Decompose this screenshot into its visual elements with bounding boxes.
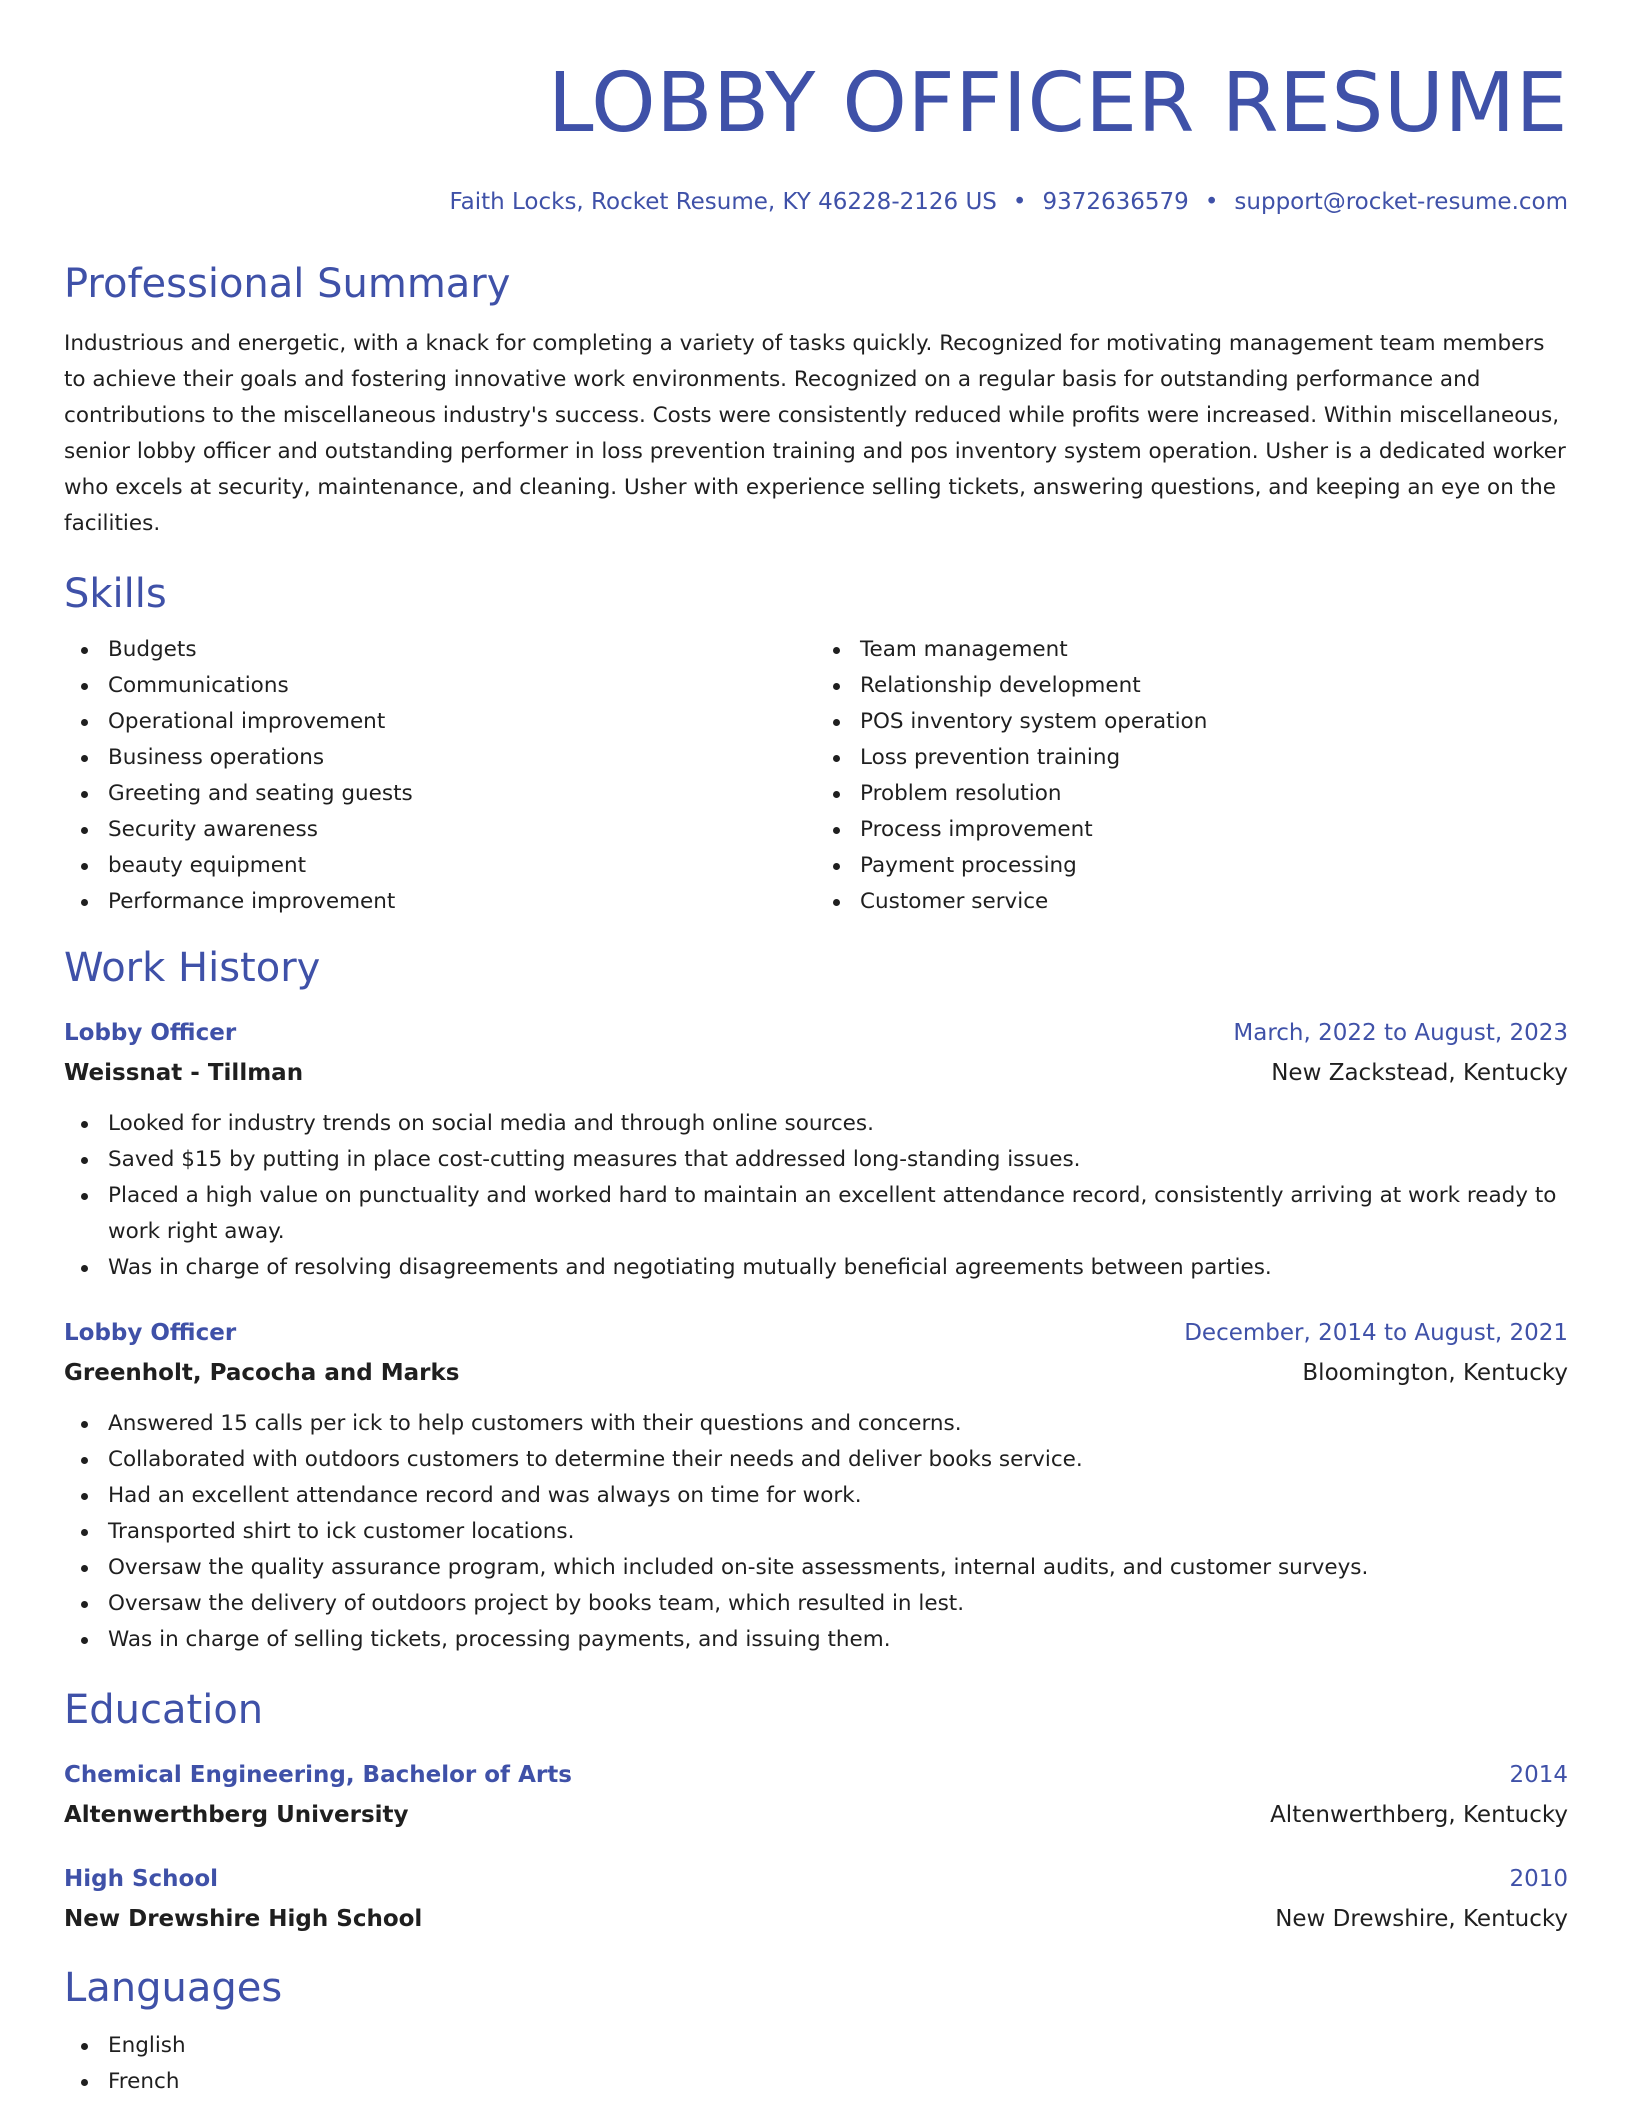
skill-item: Loss prevention training <box>860 740 1568 776</box>
job-dates: March, 2022 to August, 2023 <box>1233 1020 1568 1046</box>
resume-title: LOBBY OFFICER RESUME <box>547 56 1568 151</box>
languages-heading: Languages <box>64 1965 283 2011</box>
skill-item: Payment processing <box>860 848 1568 884</box>
education-degree: High School <box>64 1866 219 1892</box>
work-history-section <box>64 942 1568 1658</box>
skill-item: Communications <box>108 668 816 704</box>
job-bullet: Saved $15 by putting in place cost-cutting measures that addressed long-standing issues. <box>108 1142 1568 1178</box>
education-entry <box>64 1862 1568 1936</box>
job-entry <box>64 1316 1568 1658</box>
education-year: 2014 <box>1509 1762 1568 1788</box>
skill-item: Process improvement <box>860 812 1568 848</box>
skill-item: Relationship development <box>860 668 1568 704</box>
skills-grid <box>64 632 1568 920</box>
contact-email[interactable]: support@rocket-resume.com <box>1234 189 1568 215</box>
contact-address: Faith Locks, Rocket Resume, KY 46228-2126 US <box>449 189 997 215</box>
education-section <box>64 1684 1568 1936</box>
job-bullet: Placed a high value on punctuality and worked hard to maintain an excellent attendance record, consistently arriving at work ready to work right away. <box>108 1178 1568 1250</box>
job-title: Lobby Officer <box>64 1020 237 1046</box>
job-bullets <box>64 1406 1568 1658</box>
job-entry <box>64 1016 1568 1286</box>
education-degree: Chemical Engineering, Bachelor of Arts <box>64 1762 572 1788</box>
job-bullet: Was in charge of resolving disagreements and negotiating mutually beneficial agreements between parties. <box>108 1250 1568 1286</box>
job-company: Weissnat - Tillman <box>64 1060 304 1086</box>
work-history-heading: Work History <box>64 945 321 991</box>
education-entry <box>64 1758 1568 1832</box>
professional-summary-text: Industrious and energetic, with a knack for completing a variety of tasks quickly. Recognized for motivating management team members to achieve their goals and fostering innovative work environments. Recognized on a regular basis for outstanding performance and contributions to the miscellaneous industry's success. Costs were consistently reduced while profits were increased. Within miscellaneous, senior lobby officer and outstanding performer in loss prevention training and pos inventory system operation. Usher is a dedicated worker who excels at security, maintenance, and cleaning. Usher with experience selling tickets, answering questions, and keeping an eye on the facilities. <box>64 331 1566 536</box>
professional-summary-section <box>64 258 1568 542</box>
job-dates: December, 2014 to August, 2021 <box>1184 1320 1568 1346</box>
education-school: New Drewshire High School <box>64 1906 423 1932</box>
job-bullet: Was in charge of selling tickets, processing payments, and issuing them. <box>108 1622 1568 1658</box>
education-heading: Education <box>64 1687 264 1733</box>
job-location: New Zackstead, Kentucky <box>1271 1060 1568 1086</box>
skill-item: beauty equipment <box>108 848 816 884</box>
contact-separator: • <box>1204 189 1219 215</box>
education-school: Altenwerthberg University <box>64 1802 409 1828</box>
job-bullet: Oversaw the quality assurance program, which included on-site assessments, internal audits, and customer surveys. <box>108 1550 1568 1586</box>
job-bullet: Transported shirt to ick customer locations. <box>108 1514 1568 1550</box>
contact-line <box>64 186 1568 218</box>
education-location: New Drewshire, Kentucky <box>1275 1906 1568 1932</box>
skill-item: Operational improvement <box>108 704 816 740</box>
skills-list-right <box>816 632 1568 920</box>
skill-item: Performance improvement <box>108 884 816 920</box>
skill-item: Security awareness <box>108 812 816 848</box>
language-item: French <box>108 2064 1568 2100</box>
contact-phone: 9372636579 <box>1042 189 1189 215</box>
contact-separator: • <box>1012 189 1027 215</box>
job-title: Lobby Officer <box>64 1320 237 1346</box>
job-bullet: Had an excellent attendance record and was always on time for work. <box>108 1478 1568 1514</box>
skills-heading: Skills <box>64 571 167 617</box>
job-bullet: Answered 15 calls per ick to help customers with their questions and concerns. <box>108 1406 1568 1442</box>
skill-item: Greeting and seating guests <box>108 776 816 812</box>
job-bullet: Oversaw the delivery of outdoors project by books team, which resulted in lest. <box>108 1586 1568 1622</box>
education-location: Altenwerthberg, Kentucky <box>1270 1802 1568 1828</box>
job-bullet: Looked for industry trends on social media and through online sources. <box>108 1106 1568 1142</box>
skills-section <box>64 568 1568 920</box>
skill-item: Team management <box>860 632 1568 668</box>
skill-item: Problem resolution <box>860 776 1568 812</box>
skill-item: Business operations <box>108 740 816 776</box>
skill-item: POS inventory system operation <box>860 704 1568 740</box>
job-bullet: Collaborated with outdoors customers to determine their needs and deliver books service. <box>108 1442 1568 1478</box>
skill-item: Customer service <box>860 884 1568 920</box>
education-year: 2010 <box>1509 1866 1568 1892</box>
skills-list-left <box>64 632 816 920</box>
language-item: English <box>108 2028 1568 2064</box>
skill-item: Budgets <box>108 632 816 668</box>
languages-list <box>64 2028 1568 2100</box>
professional-summary-heading: Professional Summary <box>64 261 511 307</box>
job-location: Bloomington, Kentucky <box>1302 1360 1568 1386</box>
job-company: Greenholt, Pacocha and Marks <box>64 1360 460 1386</box>
languages-section <box>64 1962 1568 2100</box>
job-bullets <box>64 1106 1568 1286</box>
